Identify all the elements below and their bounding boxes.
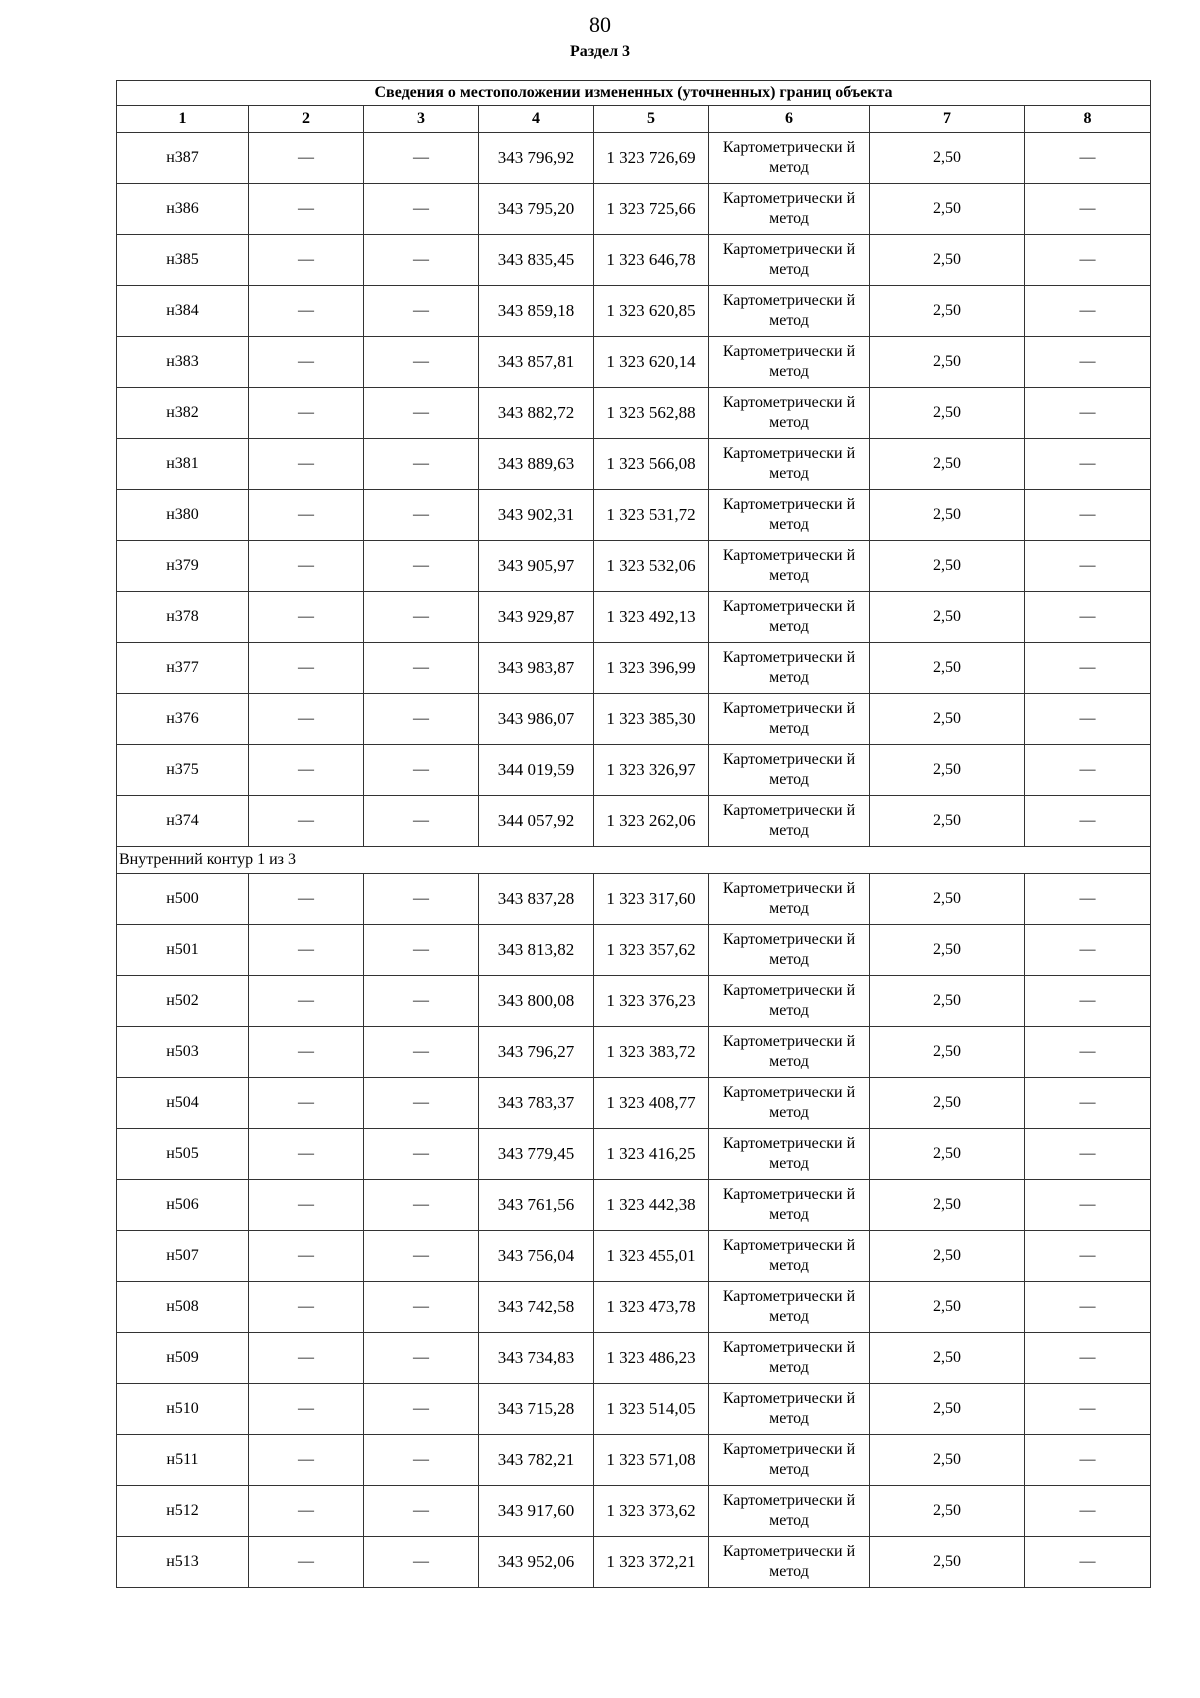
- column-2-cell: —: [249, 1129, 364, 1180]
- y-coordinate-cell: 1 323 562,88: [594, 388, 709, 439]
- column-2-cell: —: [249, 796, 364, 847]
- y-coordinate-cell: 1 323 326,97: [594, 745, 709, 796]
- table-row: [117, 337, 1151, 388]
- y-coordinate-cell: 1 323 473,78: [594, 1282, 709, 1333]
- column-2-cell: —: [249, 490, 364, 541]
- column-2-cell: —: [249, 439, 364, 490]
- column-3-cell: —: [364, 1384, 479, 1435]
- accuracy-cell: 2,50: [870, 541, 1025, 592]
- column-2-cell: —: [249, 592, 364, 643]
- column-3-cell: —: [364, 286, 479, 337]
- method-cell: Картометрически й метод: [709, 694, 870, 745]
- point-id-cell: н509: [117, 1333, 249, 1384]
- accuracy-cell: 2,50: [870, 1078, 1025, 1129]
- y-coordinate-cell: 1 323 383,72: [594, 1027, 709, 1078]
- x-coordinate-cell: 343 796,27: [479, 1027, 594, 1078]
- column-8-cell: —: [1025, 1231, 1151, 1282]
- accuracy-cell: 2,50: [870, 439, 1025, 490]
- point-id-cell: н384: [117, 286, 249, 337]
- column-2-cell: —: [249, 1231, 364, 1282]
- method-cell: Картометрически й метод: [709, 1027, 870, 1078]
- accuracy-cell: 2,50: [870, 874, 1025, 925]
- column-3-cell: —: [364, 184, 479, 235]
- column-3-cell: —: [364, 1129, 479, 1180]
- accuracy-cell: 2,50: [870, 1231, 1025, 1282]
- method-cell: Картометрически й метод: [709, 235, 870, 286]
- y-coordinate-cell: 1 323 566,08: [594, 439, 709, 490]
- point-id-cell: н381: [117, 439, 249, 490]
- y-coordinate-cell: 1 323 725,66: [594, 184, 709, 235]
- table-row: [117, 592, 1151, 643]
- method-cell: Картометрически й метод: [709, 1129, 870, 1180]
- accuracy-cell: 2,50: [870, 184, 1025, 235]
- column-3-cell: —: [364, 541, 479, 592]
- table-row: [117, 745, 1151, 796]
- method-cell: Картометрически й метод: [709, 643, 870, 694]
- method-cell: Картометрически й метод: [709, 1537, 870, 1588]
- y-coordinate-cell: 1 323 396,99: [594, 643, 709, 694]
- accuracy-cell: 2,50: [870, 1180, 1025, 1231]
- column-3-cell: —: [364, 1231, 479, 1282]
- table-row: [117, 1384, 1151, 1435]
- method-cell: Картометрически й метод: [709, 1231, 870, 1282]
- y-coordinate-cell: 1 323 726,69: [594, 133, 709, 184]
- column-number: 7: [870, 106, 1025, 133]
- column-number: 2: [249, 106, 364, 133]
- method-cell: Картометрически й метод: [709, 1333, 870, 1384]
- method-cell: Картометрически й метод: [709, 439, 870, 490]
- point-id-cell: н379: [117, 541, 249, 592]
- column-8-cell: —: [1025, 490, 1151, 541]
- column-8-cell: —: [1025, 796, 1151, 847]
- column-2-cell: —: [249, 976, 364, 1027]
- column-3-cell: —: [364, 643, 479, 694]
- x-coordinate-cell: 343 800,08: [479, 976, 594, 1027]
- y-coordinate-cell: 1 323 514,05: [594, 1384, 709, 1435]
- accuracy-cell: 2,50: [870, 796, 1025, 847]
- accuracy-cell: 2,50: [870, 490, 1025, 541]
- x-coordinate-cell: 343 779,45: [479, 1129, 594, 1180]
- point-id-cell: н502: [117, 976, 249, 1027]
- method-cell: Картометрически й метод: [709, 874, 870, 925]
- point-id-cell: н511: [117, 1435, 249, 1486]
- column-3-cell: —: [364, 592, 479, 643]
- column-8-cell: —: [1025, 439, 1151, 490]
- table-row: [117, 796, 1151, 847]
- table-row: [117, 1333, 1151, 1384]
- column-2-cell: —: [249, 184, 364, 235]
- column-2-cell: —: [249, 874, 364, 925]
- column-number: 8: [1025, 106, 1151, 133]
- x-coordinate-cell: 343 761,56: [479, 1180, 594, 1231]
- point-id-cell: н510: [117, 1384, 249, 1435]
- column-8-cell: —: [1025, 1333, 1151, 1384]
- column-number: 3: [364, 106, 479, 133]
- column-8-cell: —: [1025, 133, 1151, 184]
- point-id-cell: н512: [117, 1486, 249, 1537]
- point-id-cell: н513: [117, 1537, 249, 1588]
- point-id-cell: н507: [117, 1231, 249, 1282]
- point-id-cell: н374: [117, 796, 249, 847]
- table-row: [117, 1486, 1151, 1537]
- point-id-cell: н501: [117, 925, 249, 976]
- point-id-cell: н508: [117, 1282, 249, 1333]
- column-2-cell: —: [249, 925, 364, 976]
- method-cell: Картометрически й метод: [709, 976, 870, 1027]
- column-8-cell: —: [1025, 976, 1151, 1027]
- point-id-cell: н380: [117, 490, 249, 541]
- table-row: [117, 1078, 1151, 1129]
- y-coordinate-cell: 1 323 372,21: [594, 1537, 709, 1588]
- x-coordinate-cell: 343 835,45: [479, 235, 594, 286]
- x-coordinate-cell: 343 889,63: [479, 439, 594, 490]
- column-2-cell: —: [249, 745, 364, 796]
- method-cell: Картометрически й метод: [709, 1486, 870, 1537]
- contour-header-row: [117, 847, 1151, 874]
- method-cell: Картометрически й метод: [709, 796, 870, 847]
- method-cell: Картометрически й метод: [709, 1384, 870, 1435]
- method-cell: Картометрически й метод: [709, 592, 870, 643]
- y-coordinate-cell: 1 323 646,78: [594, 235, 709, 286]
- column-2-cell: —: [249, 286, 364, 337]
- y-coordinate-cell: 1 323 455,01: [594, 1231, 709, 1282]
- x-coordinate-cell: 343 917,60: [479, 1486, 594, 1537]
- x-coordinate-cell: 343 795,20: [479, 184, 594, 235]
- column-3-cell: —: [364, 1282, 479, 1333]
- column-3-cell: —: [364, 976, 479, 1027]
- table-row: [117, 286, 1151, 337]
- column-number: 4: [479, 106, 594, 133]
- accuracy-cell: 2,50: [870, 1129, 1025, 1180]
- y-coordinate-cell: 1 323 376,23: [594, 976, 709, 1027]
- accuracy-cell: 2,50: [870, 235, 1025, 286]
- accuracy-cell: 2,50: [870, 592, 1025, 643]
- x-coordinate-cell: 343 756,04: [479, 1231, 594, 1282]
- x-coordinate-cell: 343 902,31: [479, 490, 594, 541]
- table-row: [117, 976, 1151, 1027]
- x-coordinate-cell: 343 715,28: [479, 1384, 594, 1435]
- table-row: [117, 1231, 1151, 1282]
- table-row: [117, 1435, 1151, 1486]
- column-8-cell: —: [1025, 1384, 1151, 1435]
- point-id-cell: н500: [117, 874, 249, 925]
- accuracy-cell: 2,50: [870, 925, 1025, 976]
- column-3-cell: —: [364, 235, 479, 286]
- column-8-cell: —: [1025, 745, 1151, 796]
- table-row: [117, 184, 1151, 235]
- column-3-cell: —: [364, 874, 479, 925]
- page-number: 80: [589, 12, 611, 37]
- x-coordinate-cell: 343 837,28: [479, 874, 594, 925]
- method-cell: Картометрически й метод: [709, 1282, 870, 1333]
- column-3-cell: —: [364, 745, 479, 796]
- column-3-cell: —: [364, 388, 479, 439]
- x-coordinate-cell: 343 905,97: [479, 541, 594, 592]
- column-2-cell: —: [249, 1333, 364, 1384]
- method-cell: Картометрически й метод: [709, 745, 870, 796]
- table-row: [117, 1129, 1151, 1180]
- column-8-cell: —: [1025, 874, 1151, 925]
- x-coordinate-cell: 343 782,21: [479, 1435, 594, 1486]
- point-id-cell: н506: [117, 1180, 249, 1231]
- x-coordinate-cell: 343 783,37: [479, 1078, 594, 1129]
- column-2-cell: —: [249, 235, 364, 286]
- column-8-cell: —: [1025, 541, 1151, 592]
- point-id-cell: н377: [117, 643, 249, 694]
- table-row: [117, 133, 1151, 184]
- accuracy-cell: 2,50: [870, 1384, 1025, 1435]
- accuracy-cell: 2,50: [870, 1027, 1025, 1078]
- table-row: [117, 1537, 1151, 1588]
- accuracy-cell: 2,50: [870, 1333, 1025, 1384]
- table-row: [117, 235, 1151, 286]
- boundary-coordinates-table: [116, 80, 1151, 1588]
- y-coordinate-cell: 1 323 442,38: [594, 1180, 709, 1231]
- x-coordinate-cell: 343 796,92: [479, 133, 594, 184]
- x-coordinate-cell: 343 952,06: [479, 1537, 594, 1588]
- table-row: [117, 490, 1151, 541]
- column-3-cell: —: [364, 796, 479, 847]
- table-body: [117, 81, 1151, 1588]
- column-8-cell: —: [1025, 1537, 1151, 1588]
- point-id-cell: н503: [117, 1027, 249, 1078]
- column-3-cell: —: [364, 925, 479, 976]
- column-8-cell: —: [1025, 1486, 1151, 1537]
- point-id-cell: н378: [117, 592, 249, 643]
- column-number: 6: [709, 106, 870, 133]
- column-8-cell: —: [1025, 337, 1151, 388]
- point-id-cell: н375: [117, 745, 249, 796]
- y-coordinate-cell: 1 323 620,14: [594, 337, 709, 388]
- method-cell: Картометрически й метод: [709, 286, 870, 337]
- x-coordinate-cell: 344 019,59: [479, 745, 594, 796]
- x-coordinate-cell: 343 857,81: [479, 337, 594, 388]
- accuracy-cell: 2,50: [870, 133, 1025, 184]
- accuracy-cell: 2,50: [870, 1537, 1025, 1588]
- method-cell: Картометрически й метод: [709, 1435, 870, 1486]
- x-coordinate-cell: 343 734,83: [479, 1333, 594, 1384]
- method-cell: Картометрически й метод: [709, 490, 870, 541]
- table-row: [117, 874, 1151, 925]
- column-3-cell: —: [364, 337, 479, 388]
- point-id-cell: н387: [117, 133, 249, 184]
- y-coordinate-cell: 1 323 571,08: [594, 1435, 709, 1486]
- column-8-cell: —: [1025, 1282, 1151, 1333]
- column-8-cell: —: [1025, 1180, 1151, 1231]
- column-2-cell: —: [249, 337, 364, 388]
- x-coordinate-cell: 343 986,07: [479, 694, 594, 745]
- column-2-cell: —: [249, 133, 364, 184]
- method-cell: Картометрически й метод: [709, 133, 870, 184]
- column-8-cell: —: [1025, 1078, 1151, 1129]
- x-coordinate-cell: 343 929,87: [479, 592, 594, 643]
- table-row: [117, 1282, 1151, 1333]
- column-2-cell: —: [249, 1537, 364, 1588]
- column-8-cell: —: [1025, 184, 1151, 235]
- column-number: 1: [117, 106, 249, 133]
- y-coordinate-cell: 1 323 416,25: [594, 1129, 709, 1180]
- column-8-cell: —: [1025, 1435, 1151, 1486]
- table-row: [117, 439, 1151, 490]
- point-id-cell: н386: [117, 184, 249, 235]
- column-3-cell: —: [364, 694, 479, 745]
- table-row: [117, 1027, 1151, 1078]
- column-3-cell: —: [364, 1486, 479, 1537]
- column-3-cell: —: [364, 1078, 479, 1129]
- accuracy-cell: 2,50: [870, 388, 1025, 439]
- column-number-row: [117, 106, 1151, 133]
- column-8-cell: —: [1025, 235, 1151, 286]
- y-coordinate-cell: 1 323 373,62: [594, 1486, 709, 1537]
- column-8-cell: —: [1025, 388, 1151, 439]
- table-row: [117, 694, 1151, 745]
- column-3-cell: —: [364, 1435, 479, 1486]
- table-row: [117, 541, 1151, 592]
- section-title: Раздел 3: [569, 43, 631, 60]
- contour-label: Внутренний контур 1 из 3: [117, 847, 1151, 874]
- y-coordinate-cell: 1 323 317,60: [594, 874, 709, 925]
- column-3-cell: —: [364, 439, 479, 490]
- accuracy-cell: 2,50: [870, 976, 1025, 1027]
- column-2-cell: —: [249, 1282, 364, 1333]
- column-2-cell: —: [249, 541, 364, 592]
- accuracy-cell: 2,50: [870, 337, 1025, 388]
- x-coordinate-cell: 343 882,72: [479, 388, 594, 439]
- method-cell: Картометрически й метод: [709, 388, 870, 439]
- y-coordinate-cell: 1 323 492,13: [594, 592, 709, 643]
- y-coordinate-cell: 1 323 531,72: [594, 490, 709, 541]
- column-8-cell: —: [1025, 592, 1151, 643]
- x-coordinate-cell: 343 813,82: [479, 925, 594, 976]
- column-3-cell: —: [364, 133, 479, 184]
- column-3-cell: —: [364, 490, 479, 541]
- method-cell: Картометрически й метод: [709, 925, 870, 976]
- accuracy-cell: 2,50: [870, 643, 1025, 694]
- accuracy-cell: 2,50: [870, 694, 1025, 745]
- y-coordinate-cell: 1 323 486,23: [594, 1333, 709, 1384]
- method-cell: Картометрически й метод: [709, 1180, 870, 1231]
- column-8-cell: —: [1025, 1027, 1151, 1078]
- accuracy-cell: 2,50: [870, 1486, 1025, 1537]
- x-coordinate-cell: 343 859,18: [479, 286, 594, 337]
- accuracy-cell: 2,50: [870, 1282, 1025, 1333]
- x-coordinate-cell: 343 983,87: [479, 643, 594, 694]
- table-row: [117, 925, 1151, 976]
- table-row: [117, 643, 1151, 694]
- x-coordinate-cell: 344 057,92: [479, 796, 594, 847]
- point-id-cell: н505: [117, 1129, 249, 1180]
- point-id-cell: н382: [117, 388, 249, 439]
- column-3-cell: —: [364, 1027, 479, 1078]
- column-2-cell: —: [249, 694, 364, 745]
- column-2-cell: —: [249, 388, 364, 439]
- column-2-cell: —: [249, 1435, 364, 1486]
- column-8-cell: —: [1025, 694, 1151, 745]
- y-coordinate-cell: 1 323 357,62: [594, 925, 709, 976]
- method-cell: Картометрически й метод: [709, 541, 870, 592]
- column-number: 5: [594, 106, 709, 133]
- table-row: [117, 1180, 1151, 1231]
- column-2-cell: —: [249, 643, 364, 694]
- x-coordinate-cell: 343 742,58: [479, 1282, 594, 1333]
- column-2-cell: —: [249, 1027, 364, 1078]
- table-title-row: [117, 81, 1151, 106]
- column-8-cell: —: [1025, 925, 1151, 976]
- y-coordinate-cell: 1 323 408,77: [594, 1078, 709, 1129]
- method-cell: Картометрически й метод: [709, 337, 870, 388]
- column-3-cell: —: [364, 1333, 479, 1384]
- column-2-cell: —: [249, 1486, 364, 1537]
- y-coordinate-cell: 1 323 262,06: [594, 796, 709, 847]
- column-8-cell: —: [1025, 1129, 1151, 1180]
- method-cell: Картометрически й метод: [709, 184, 870, 235]
- table-row: [117, 388, 1151, 439]
- column-8-cell: —: [1025, 643, 1151, 694]
- column-3-cell: —: [364, 1537, 479, 1588]
- point-id-cell: н504: [117, 1078, 249, 1129]
- column-2-cell: —: [249, 1384, 364, 1435]
- y-coordinate-cell: 1 323 532,06: [594, 541, 709, 592]
- point-id-cell: н383: [117, 337, 249, 388]
- accuracy-cell: 2,50: [870, 745, 1025, 796]
- table-title: Сведения о местоположении измененных (уточненных) границ объекта: [117, 81, 1151, 106]
- y-coordinate-cell: 1 323 385,30: [594, 694, 709, 745]
- column-3-cell: —: [364, 1180, 479, 1231]
- column-8-cell: —: [1025, 286, 1151, 337]
- point-id-cell: н376: [117, 694, 249, 745]
- accuracy-cell: 2,50: [870, 286, 1025, 337]
- column-2-cell: —: [249, 1180, 364, 1231]
- column-2-cell: —: [249, 1078, 364, 1129]
- y-coordinate-cell: 1 323 620,85: [594, 286, 709, 337]
- method-cell: Картометрически й метод: [709, 1078, 870, 1129]
- point-id-cell: н385: [117, 235, 249, 286]
- accuracy-cell: 2,50: [870, 1435, 1025, 1486]
